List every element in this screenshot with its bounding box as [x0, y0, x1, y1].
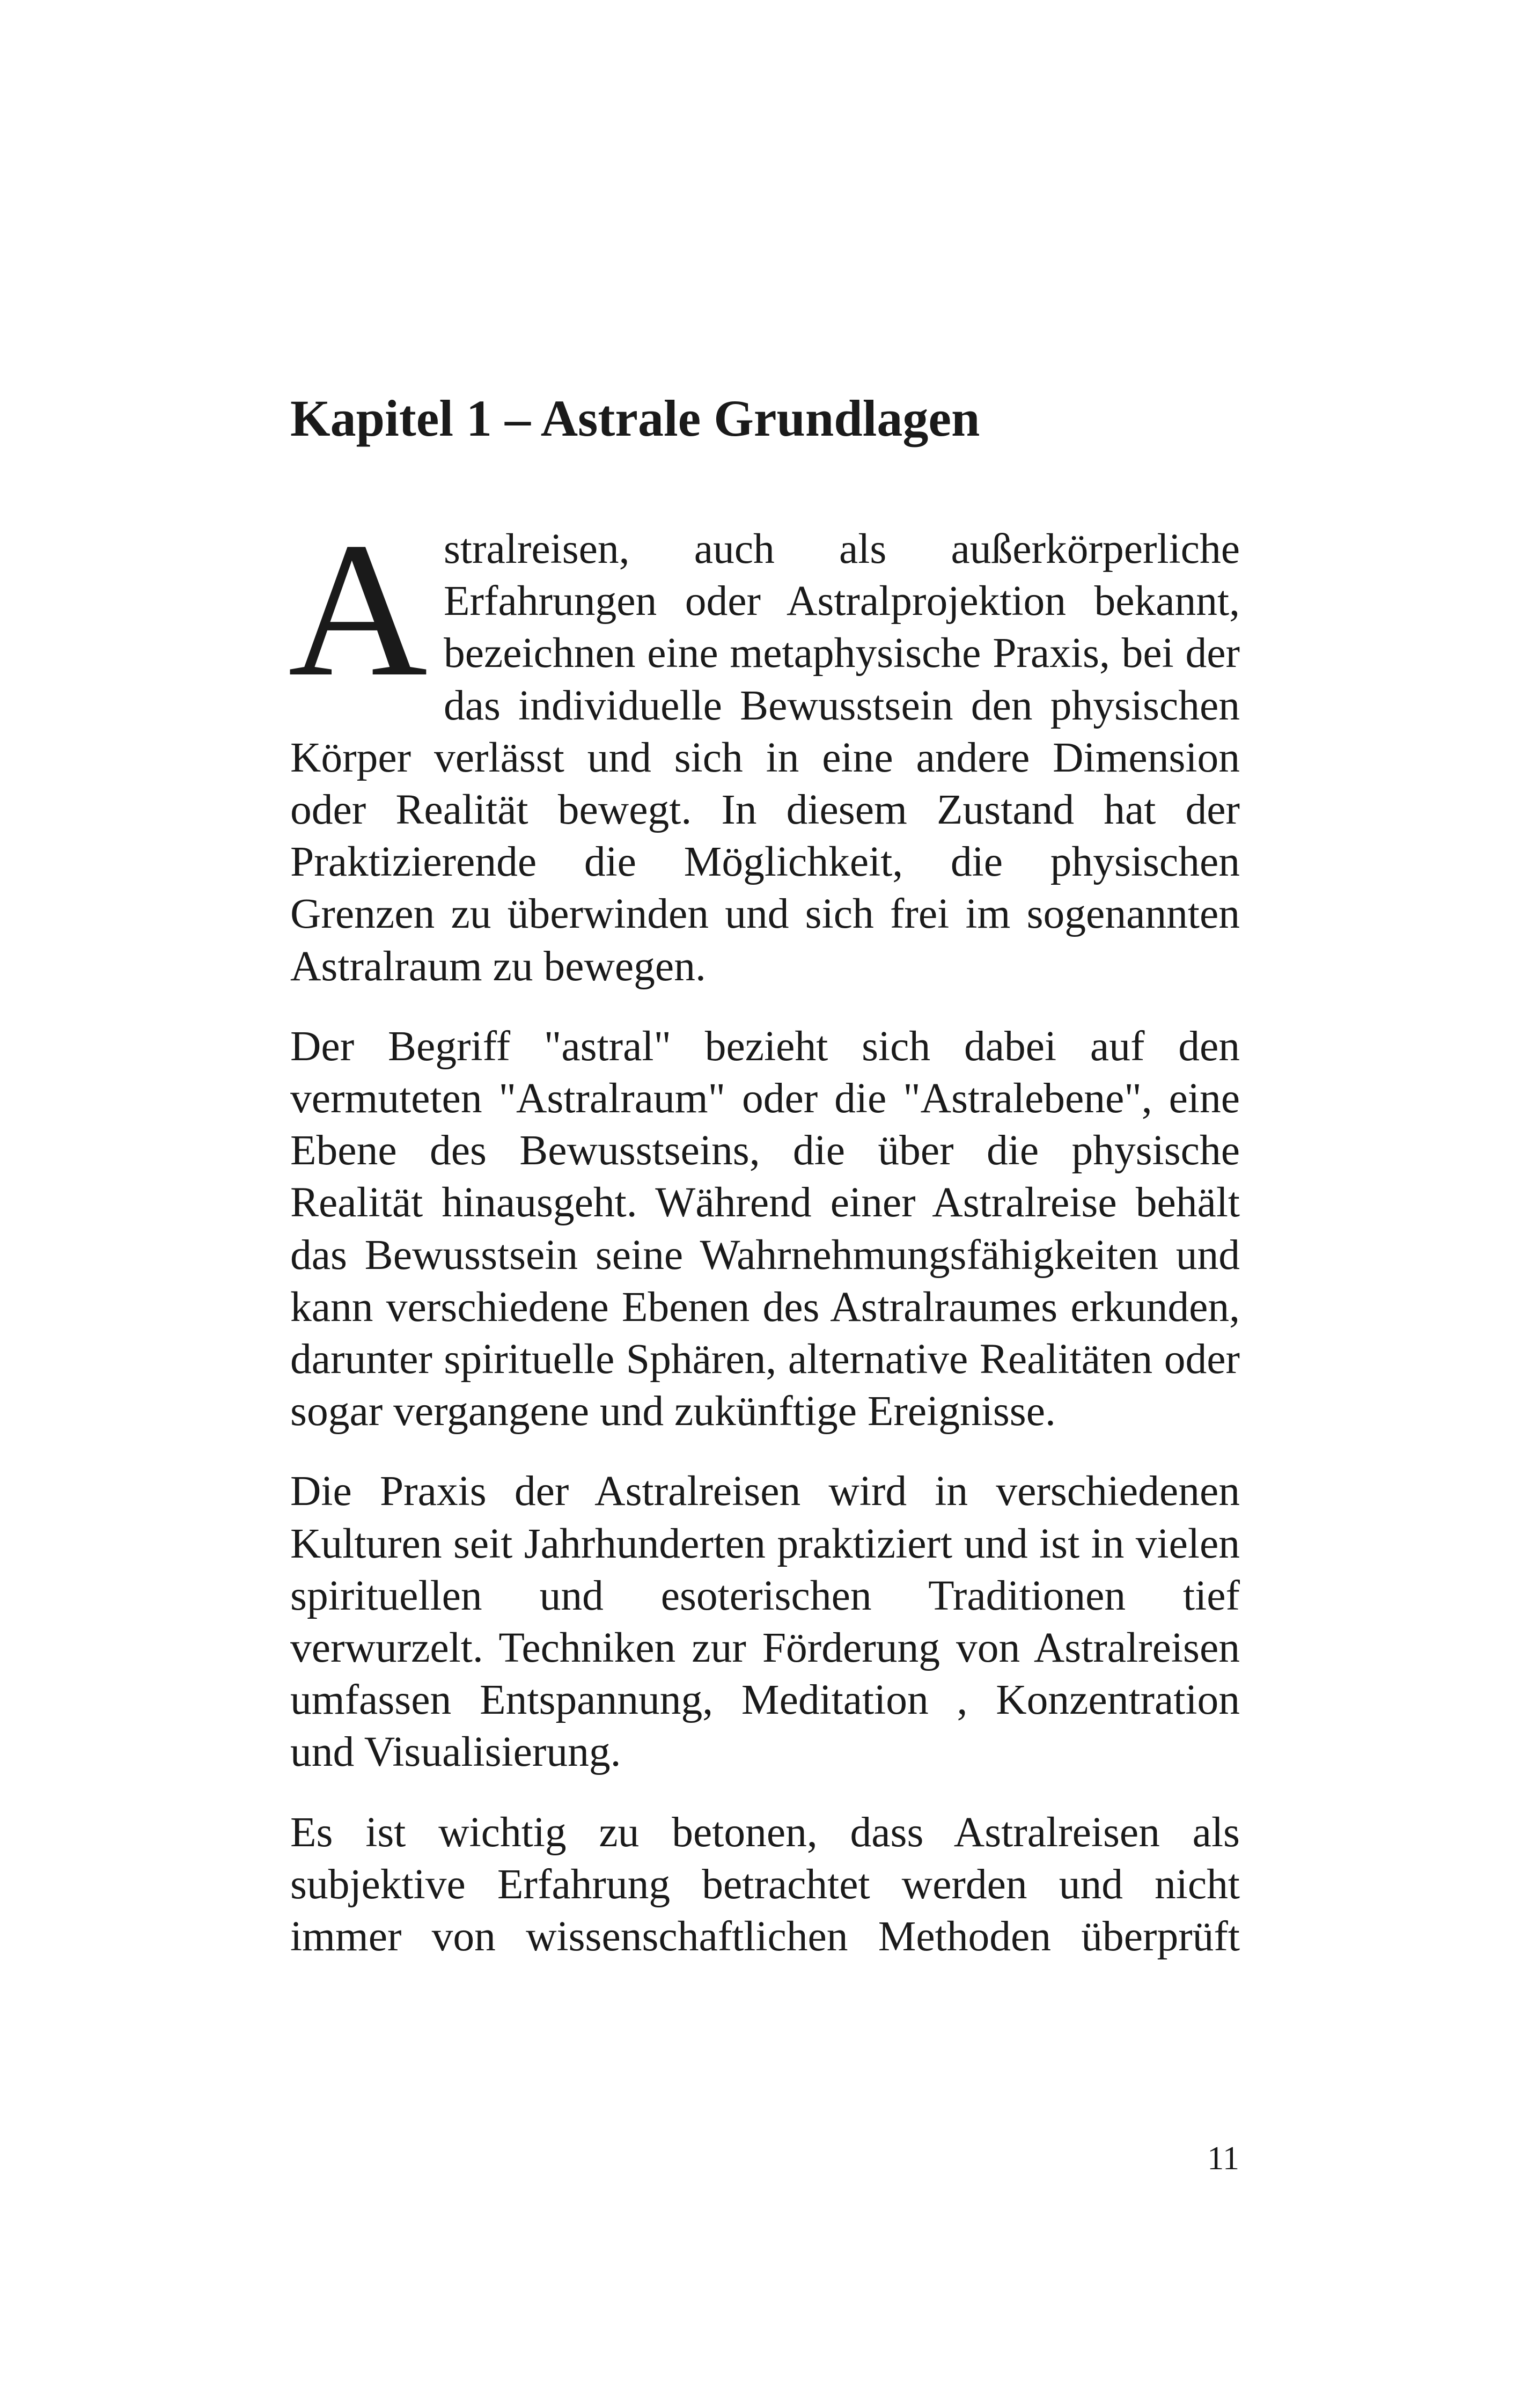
paragraph-2: Der Begriff "astral" bezieht sich dabei auf den vermuteten "Astralraum" oder die "Astralebene", eine Ebene des Bewusstseins, die über die physische Realität hinausgeht. Während einer Astralreise behält das Bewusstsein seine Wahrnehmungsfähigkeiten und kann verschiedene Ebenen des Astralraumes erkunden, darunter spirituelle Sphären, alternative Realitäten oder sogar vergangene und zukünftige Ereignisse. [290, 1022, 1240, 1435]
page-number: 11 [1207, 2140, 1239, 2177]
drop-cap: A [288, 502, 428, 716]
body-text [288, 502, 1240, 1991]
chapter-title: Kapitel 1 – Astrale Grundlagen [290, 390, 980, 447]
paragraph-3: Die Praxis der Astralreisen wird in verschiedenen Kulturen seit Jahrhunderten praktiziert und ist in vielen spirituellen und esoterischen Traditionen tief verwurzelt. Techniken zur Förderung von Astralreisen umfassen Entspannung, Meditation , Konzentration und Visualisierung. [290, 1467, 1240, 1776]
paragraph-1-text: stralreisen, auch als außerkörperliche Erfahrungen oder Astralprojektion bekannt, bezeichnen eine metaphysische Praxis, bei der das individuelle Bewusstsein den physischen Körper verlässt und sich in eine andere Dimension oder Realität bewegt. In diesem Zustand hat der Praktizierende die Möglichkeit, die physischen Grenzen zu überwinden und sich frei im sogenannten Astralraum zu bewegen. [290, 525, 1240, 990]
paragraph-1 [288, 502, 1240, 993]
paragraph-4: Es ist wichtig zu betonen, dass Astralreisen als subjektive Erfahrung betrachtet werden und nicht immer von wissenschaftlichen Methoden überprüft [290, 1808, 1240, 1961]
